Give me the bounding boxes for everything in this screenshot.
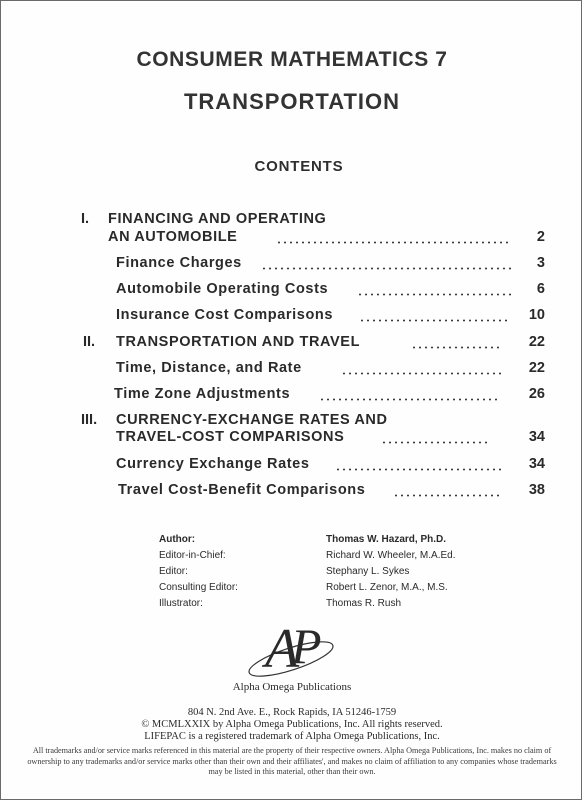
publisher-brand: Alpha Omega Publications (232, 681, 352, 693)
toc-leader-dots (261, 267, 511, 270)
toc-page-number: 34 (528, 456, 545, 472)
toc-entry-title: Finance Charges (116, 255, 242, 271)
logo-letter-a: A (265, 618, 300, 680)
toc-entry-title: Travel Cost-Benefit Comparisons (118, 482, 366, 498)
credit-value: Stephany L. Sykes (326, 566, 410, 577)
toc-leader-dots (276, 241, 511, 244)
toc-section-title-line2: AN AUTOMOBILE (108, 229, 238, 245)
toc-page-number: 26 (528, 386, 545, 402)
toc-leader-dots (357, 293, 511, 296)
toc-page-number: 22 (528, 360, 545, 376)
alpha-omega-logo-icon (231, 611, 351, 683)
toc-entry-title: Currency Exchange Rates (116, 456, 310, 472)
toc-page-number: 22 (528, 334, 545, 350)
toc-leader-dots (359, 319, 507, 322)
toc-entry-title: Time, Distance, and Rate (116, 360, 302, 376)
toc-leader-dots (393, 494, 501, 497)
toc-leader-dots (335, 468, 501, 471)
toc-entry-title: Time Zone Adjustments (114, 386, 291, 402)
credit-label: Consulting Editor: (159, 582, 238, 593)
contents-heading: CONTENTS (254, 158, 344, 175)
logo-letter-p: P (291, 618, 322, 674)
toc-section-title-line1: FINANCING AND OPERATING (108, 211, 327, 227)
credit-label: Editor: (159, 566, 188, 577)
table-of-contents (1, 1, 582, 521)
credit-label: Illustrator: (159, 598, 203, 609)
toc-leader-dots (319, 398, 497, 401)
toc-entry-title: Automobile Operating Costs (116, 281, 329, 297)
toc-leader-dots (411, 346, 499, 349)
toc-section-title-line1: CURRENCY-EXCHANGE RATES AND (116, 412, 388, 428)
credit-value: Richard W. Wheeler, M.A.Ed. (326, 550, 456, 561)
toc-page-number: 6 (536, 281, 545, 297)
toc-section-number: III. (81, 412, 98, 428)
trademark-disclaimer: All trademarks and/or service marks referenced in this material are the property of their respective owners. Alpha Omega Publications, Inc. makes no claim of ownership to any trademarks and/or service marks other than their own and their affiliates', and makes no claim of affiliation to any companies whose trademarks may be listed in this material, other than their own. (27, 746, 557, 776)
toc-section-number: II. (83, 334, 96, 350)
toc-page-number: 3 (536, 255, 545, 271)
trademark-line: LIFEPAC is a registered trademark of Alpha Omega Publications, Inc. (144, 731, 440, 742)
credit-label: Editor-in-Chief: (159, 550, 226, 561)
credit-value: Thomas W. Hazard, Ph.D. (326, 534, 447, 545)
toc-leader-dots (381, 441, 491, 444)
toc-page-number: 34 (528, 429, 545, 445)
toc-section-title-line2: TRAVEL-COST COMPARISONS (116, 429, 345, 445)
publisher-address: 804 N. 2nd Ave. E., Rock Rapids, IA 51246-1759 (187, 707, 397, 718)
credit-label: Author: (159, 534, 196, 545)
copyright-line: © MCMLXXIX by Alpha Omega Publications, Inc. All rights reserved. (141, 719, 443, 730)
book-title: CONSUMER MATHEMATICS 7 (136, 48, 448, 71)
toc-section-number: I. (81, 211, 90, 227)
toc-page-number: 2 (536, 229, 545, 245)
toc-leader-dots (341, 372, 501, 375)
toc-page-number: 10 (528, 307, 545, 323)
credit-value: Thomas R. Rush (326, 598, 402, 609)
toc-section-title: TRANSPORTATION AND TRAVEL (116, 334, 361, 350)
book-subtitle: TRANSPORTATION (183, 89, 401, 114)
toc-entry-title: Insurance Cost Comparisons (116, 307, 334, 323)
toc-page-number: 38 (528, 482, 545, 498)
credit-value: Robert L. Zenor, M.A., M.S. (326, 582, 448, 593)
